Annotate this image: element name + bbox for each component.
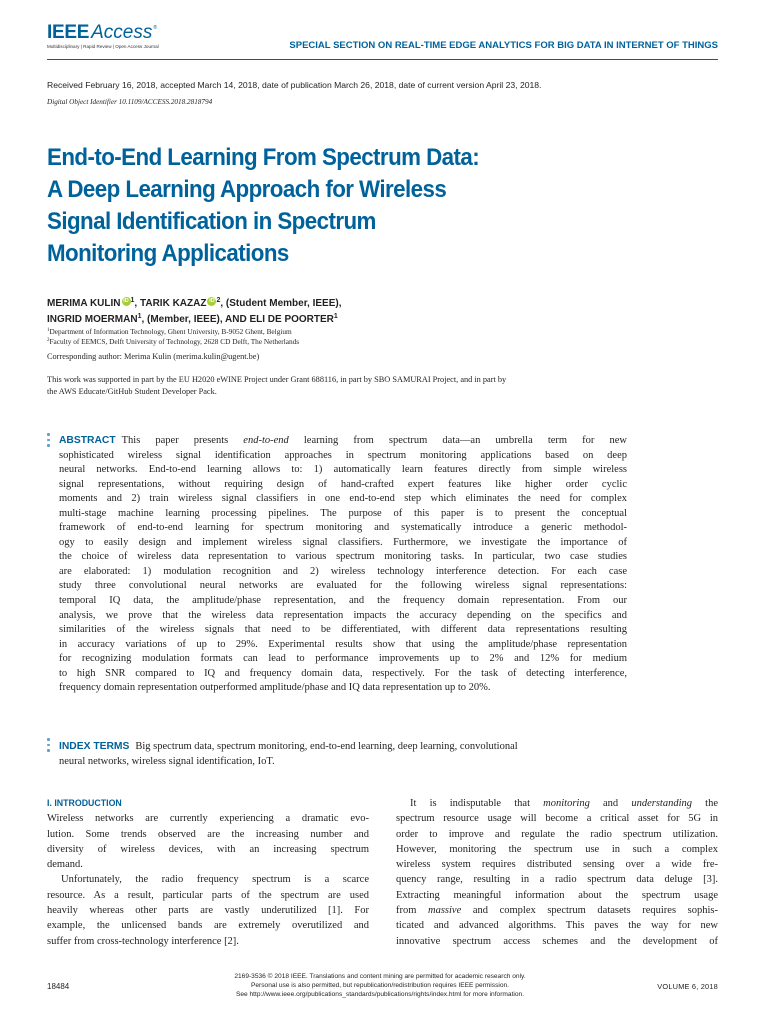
- abstract-line: neural networks. End-to-end learning allows to: 1) automatically learn features directly from simple wireless: [59, 464, 627, 476]
- abstract-label: ABSTRACT: [59, 435, 116, 446]
- header-rule: [47, 59, 718, 60]
- body-line: from massive and complex spectrum datasets requires sophis-: [396, 905, 718, 917]
- affiliation-sup: 1: [130, 297, 135, 304]
- affiliations: [47, 327, 299, 347]
- abstract-line: moments and 2) train wireless signal classifiers in one end-to-end step which eliminates the need for complex: [59, 493, 627, 505]
- body-line: resource. As a result, particular parts of the spectrum are used: [47, 889, 369, 901]
- body-line: Unfortunately, the radio frequency spectrum is a scarce: [61, 874, 369, 886]
- affiliation-2: $^2$Faculty of EEMCS, Delft University of Technology, 2628 CD Delft, The Netherlands: [47, 337, 300, 346]
- orcid-icon[interactable]: iD: [123, 298, 129, 304]
- abstract-line: frequency domain representation outperformed amplitude/phase and IQ data representation up to 20%.: [59, 682, 491, 694]
- body-line: spectrum resource usage will become a critical asset for 5G in: [396, 813, 718, 825]
- funding-note: [47, 374, 627, 397]
- copyright-line: Personal use is also permitted, but republication/redistribution requires IEEE permission.: [250, 982, 510, 989]
- abstract-line: the choice of wireless data representation to various spectrum monitoring tasks. In particular, two case studies: [59, 551, 627, 563]
- abstract-line: analysis, we prove that the wireless data representation impacts the accuracy depending on the specifics and: [59, 609, 627, 621]
- logo-access-text: Access: [91, 22, 153, 43]
- body-line: innovative spectrum access schemes and the development of: [396, 935, 718, 947]
- logo-trademark: ®: [153, 25, 158, 31]
- author-membership: , (Member, IEEE), AND ELI DE POORTER: [141, 314, 334, 325]
- body-line: Wireless networks are currently experiencing a dramatic evo-: [47, 813, 369, 825]
- abstract-line: are elaborated: 1) modulation recognition and 2) wireless technology interference detection. For each case: [59, 565, 627, 577]
- title-line: A Deep Learning Approach for Wireless: [47, 176, 447, 203]
- body-line: wireless system requires distributed sensing over a wide fre-: [396, 859, 718, 871]
- body-line: order to improve and regulate the radio spectrum utilization.: [396, 828, 718, 840]
- body-line: However, monitoring the spectrum use in such a complex: [396, 843, 718, 855]
- abstract-line: multi-stage machine learning processing pipelines. The purpose of this paper is to present the conceptual: [59, 507, 627, 519]
- title-line: Signal Identification in Spectrum: [47, 208, 376, 235]
- title-line: End-to-End Learning From Spectrum Data:: [47, 144, 480, 171]
- body-line: heavily whereas other parts are vastly underutilized [1]. For: [47, 905, 369, 917]
- author-list: [47, 296, 467, 328]
- author-name: , TARIK KAZAZ: [134, 298, 207, 309]
- index-terms-line: INDEX TERMS Big spectrum data, spectrum monitoring, end-to-end learning, deep learning, convolutional: [59, 741, 518, 752]
- copyright-line[interactable]: See http://www.ieee.org/publications_standards/publications/rights/index.html for more information.: [235, 991, 525, 998]
- logo-tagline: Multidisciplinary | Rapid Review | Open Access Journal: [47, 44, 159, 49]
- received-dates: Received February 16, 2018, accepted March 14, 2018, date of publication March 26, 2018, date of current version April 23, 2018.: [47, 80, 542, 90]
- section-heading-introduction: I. INTRODUCTION: [47, 798, 122, 808]
- abstract-line: study three convolutional neural networks are evaluated for the following wireless signal representations:: [59, 580, 627, 592]
- affiliation-1: $^1$Department of Information Technology, Ghent University, B-9052 Ghent, Belgium: [47, 327, 292, 336]
- index-terms-line: neural networks, wireless signal identification, IoT.: [59, 756, 275, 767]
- introduction-left-column: [47, 796, 369, 949]
- author-membership: , (Student Member, IEEE),: [220, 298, 342, 309]
- body-line: It is indisputable that monitoring and understanding the: [410, 798, 718, 809]
- abstract-line: similarities of the wireless signals that need to be differentiated, with different data representations resulting: [59, 624, 627, 636]
- abstract-line: signal representations, without requiring design of hand-crafted expert features like higher order cyclic: [59, 478, 627, 490]
- abstract-line: for recognizing modulation formats can lead to performance improvements up to 2% and 12% for medium: [59, 653, 627, 665]
- body-line: quency range, resulting in a radio spectrum data deluge [3].: [396, 874, 718, 886]
- body-line: lution. Some trends observed are the increasing number and: [47, 828, 369, 840]
- affiliation-sup: 1: [137, 313, 142, 320]
- body-line: example, the unlicensed bands are extremely overutilized and: [47, 920, 369, 932]
- body-line: suffer from cross-technology interference [2].: [47, 935, 239, 947]
- abstract-line: sophisticated wireless signal identification approaches in spectrum monitoring applications based on deep: [59, 449, 627, 461]
- body-line: demand.: [47, 859, 83, 871]
- orcid-icon[interactable]: iD: [209, 298, 215, 304]
- abstract-marker-icon: [47, 433, 50, 450]
- abstract: [59, 434, 627, 696]
- abstract-line: to high SNR compared to IQ and frequency domain data, respectively. For the task of detecting interference,: [59, 667, 627, 679]
- funding-line: the AWS Educate/GitHub Student Developer Pack.: [47, 386, 217, 396]
- author-name: INGRID MOERMAN: [47, 314, 138, 325]
- volume-label: VOLUME 6, 2018: [657, 982, 718, 991]
- copyright-line: 2169-3536 © 2018 IEEE. Translations and content mining are permitted for academic research only.: [234, 973, 526, 980]
- index-terms: [59, 739, 627, 769]
- index-terms-label: INDEX TERMS: [59, 741, 130, 752]
- abstract-line: in accuracy variations of up to 29%. Experimental results show that using the amplitude/phase representation: [59, 638, 627, 650]
- introduction-right-column: [396, 796, 718, 949]
- abstract-line: framework of end-to-end learning for spectrum monitoring and systematically introduce a generic methodol-: [59, 522, 627, 534]
- affiliation-sup: 2: [216, 297, 221, 304]
- copyright-notice: [180, 972, 580, 999]
- body-line: diversity of wireless devices, with an increasing spectrum: [47, 843, 369, 855]
- doi-line: Digital Object Identifier 10.1109/ACCESS.2018.2818794: [47, 98, 213, 106]
- special-section-banner: SPECIAL SECTION ON REAL-TIME EDGE ANALYTICS FOR BIG DATA IN INTERNET OF THINGS: [289, 40, 718, 51]
- author-name: MERIMA KULIN: [47, 298, 121, 309]
- affiliation-sup: 1: [333, 313, 338, 320]
- page-number: 18484: [47, 982, 70, 991]
- paper-title: [47, 142, 624, 270]
- index-terms-marker-icon: [47, 738, 50, 755]
- body-line: Extracting meaningful information about the spectrum usage: [396, 889, 718, 901]
- abstract-line: ogy to easily design and implement wireless signal classifiers. Furthermore, we investigate the importance of: [59, 536, 627, 548]
- corresponding-author: Corresponding author: Merima Kulin (merima.kulin@ugent.be): [47, 352, 260, 361]
- ieee-access-logo: [47, 22, 159, 49]
- funding-line: This work was supported in part by the EU H2020 eWINE Project under Grant 688116, in part by SBO SAMURAI Project, and in part by: [47, 375, 507, 384]
- logo-ieee-text: IEEE: [47, 22, 90, 43]
- title-line: Monitoring Applications: [47, 240, 289, 267]
- body-line: ticated and advanced algorithms. This paves the way for new: [396, 920, 718, 932]
- abstract-line: temporal IQ data, the amplitude/phase representation, and the frequency domain representation. From our: [59, 595, 627, 607]
- abstract-line: ABSTRACT This paper presents end-to-end learning from spectrum data—an umbrella term for new: [59, 435, 627, 446]
